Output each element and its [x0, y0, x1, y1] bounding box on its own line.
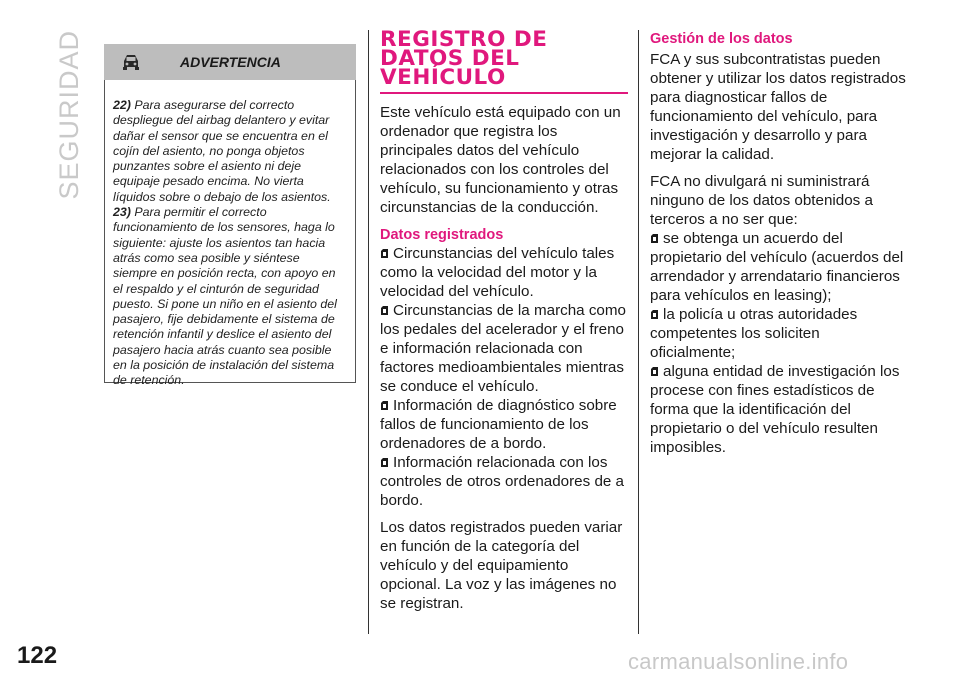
- list-item-text: Información relacionada con los controles de otros ordenadores de a bordo.: [380, 454, 625, 509]
- warning-item-text: Para permitir el correcto funcionamiento de los sensores, haga lo siguiente: ajuste los asientos tan hacia atrás como sea posible y siéntese siempre en posición recta, con apoyo en el respaldo y el cinturón de seguridad puesto. Si pone un niño en el asiento del pasajero, fije debidamente el sistema de retención infantil y deslice el asiento del pasajero hacia atrás cuanto sea posible en la posición de instalación del sistema de retención.: [113, 205, 337, 388]
- recorded-data-heading: Datos registrados: [380, 227, 504, 243]
- management-paragraph: FCA no divulgará ni suministrará ninguno de los datos obtenidos a terceros a no ser que:: [650, 173, 873, 228]
- warning-header: [104, 44, 356, 80]
- list-item: [650, 229, 906, 305]
- list-item: [380, 244, 628, 301]
- warning-title: ADVERTENCIA: [180, 54, 281, 70]
- list-item-text: alguna entidad de investigación los procese con fines estadísticos de forma que la identificación del propietario o del vehículo resulten imposibles.: [650, 363, 900, 456]
- warning-item-number: 22): [113, 98, 131, 112]
- warning-item-text: Para asegurarse del correcto despliegue del airbag delantero y evitar dañar el sensor que se encuentra en el cojín del asiento, no ponga objetos punzantes sobre el asiento ni deje equipaje pesado encima. No vierta líquidos sobre o debajo de los asientos.: [113, 98, 331, 204]
- checkbox-bullet-icon: [650, 306, 659, 317]
- intro-paragraph: Este vehículo está equipado con un ordenador que registra los principales datos del vehículo relacionados con los controles del vehículo, su funcionamiento y otras circunstancias de la conducción.: [380, 104, 621, 216]
- list-item: [650, 362, 906, 457]
- list-item-text: la policía u otras autoridades competentes los soliciten oficialmente;: [650, 306, 858, 361]
- warning-item-number: 23): [113, 205, 131, 220]
- footer-watermark: carmanualsonline.info: [628, 649, 849, 674]
- list-item-text: se obtenga un acuerdo del propietario del vehículo (acuerdos del arrendador y arrendatario financieros para vehículos en leasing);: [650, 230, 904, 304]
- checkbox-bullet-icon: [380, 245, 389, 256]
- warning-item: [113, 205, 347, 389]
- list-item-text: Circunstancias de la marcha como los pedales del acelerador y el freno e información relacionada con factores medioambientales mientras se conduce el vehículo.: [380, 302, 626, 395]
- warning-item: [113, 98, 347, 205]
- column-divider-right: [638, 30, 639, 634]
- list-item-text: Circunstancias del vehículo tales como la velocidad del motor y la velocidad del vehículo.: [380, 245, 615, 300]
- list-item-text: Información de diagnóstico sobre fallos de funcionamiento de los ordenadores de a bordo.: [380, 397, 617, 452]
- recorded-note-paragraph: Los datos registrados pueden variar en función de la categoría del vehículo y del equipamiento opcional. La voz y las imágenes no se registran.: [380, 519, 623, 612]
- list-item: [380, 396, 628, 453]
- checkbox-bullet-icon: [650, 230, 659, 241]
- page-number: 122: [17, 642, 58, 669]
- section-label: SEGURIDAD: [54, 30, 84, 200]
- section-title-line: DATOS DEL: [380, 46, 520, 71]
- title-rule: [380, 92, 628, 94]
- section-title-line: VEHÍCULO: [380, 65, 506, 90]
- car-warning-icon: [120, 51, 142, 73]
- data-recording-column: [380, 27, 628, 613]
- list-item: [650, 305, 906, 362]
- management-paragraph: FCA y sus subcontratistas pueden obtener y utilizar los datos registrados para diagnosticar fallos de funcionamiento del vehículo, para investigación y desarrollo y para mejorar la calidad.: [650, 51, 906, 163]
- warning-box: [104, 80, 356, 388]
- checkbox-bullet-icon: [380, 302, 389, 313]
- checkbox-bullet-icon: [380, 454, 389, 465]
- data-management-heading: Gestión de los datos: [650, 31, 793, 47]
- section-title: [380, 27, 628, 90]
- list-item: [380, 301, 628, 396]
- checkbox-bullet-icon: [380, 397, 389, 408]
- list-item: [380, 453, 628, 510]
- column-divider-left: [368, 30, 369, 634]
- section-title-line: REGISTRO DE: [380, 27, 548, 52]
- data-management-column: [650, 30, 906, 457]
- checkbox-bullet-icon: [650, 363, 659, 374]
